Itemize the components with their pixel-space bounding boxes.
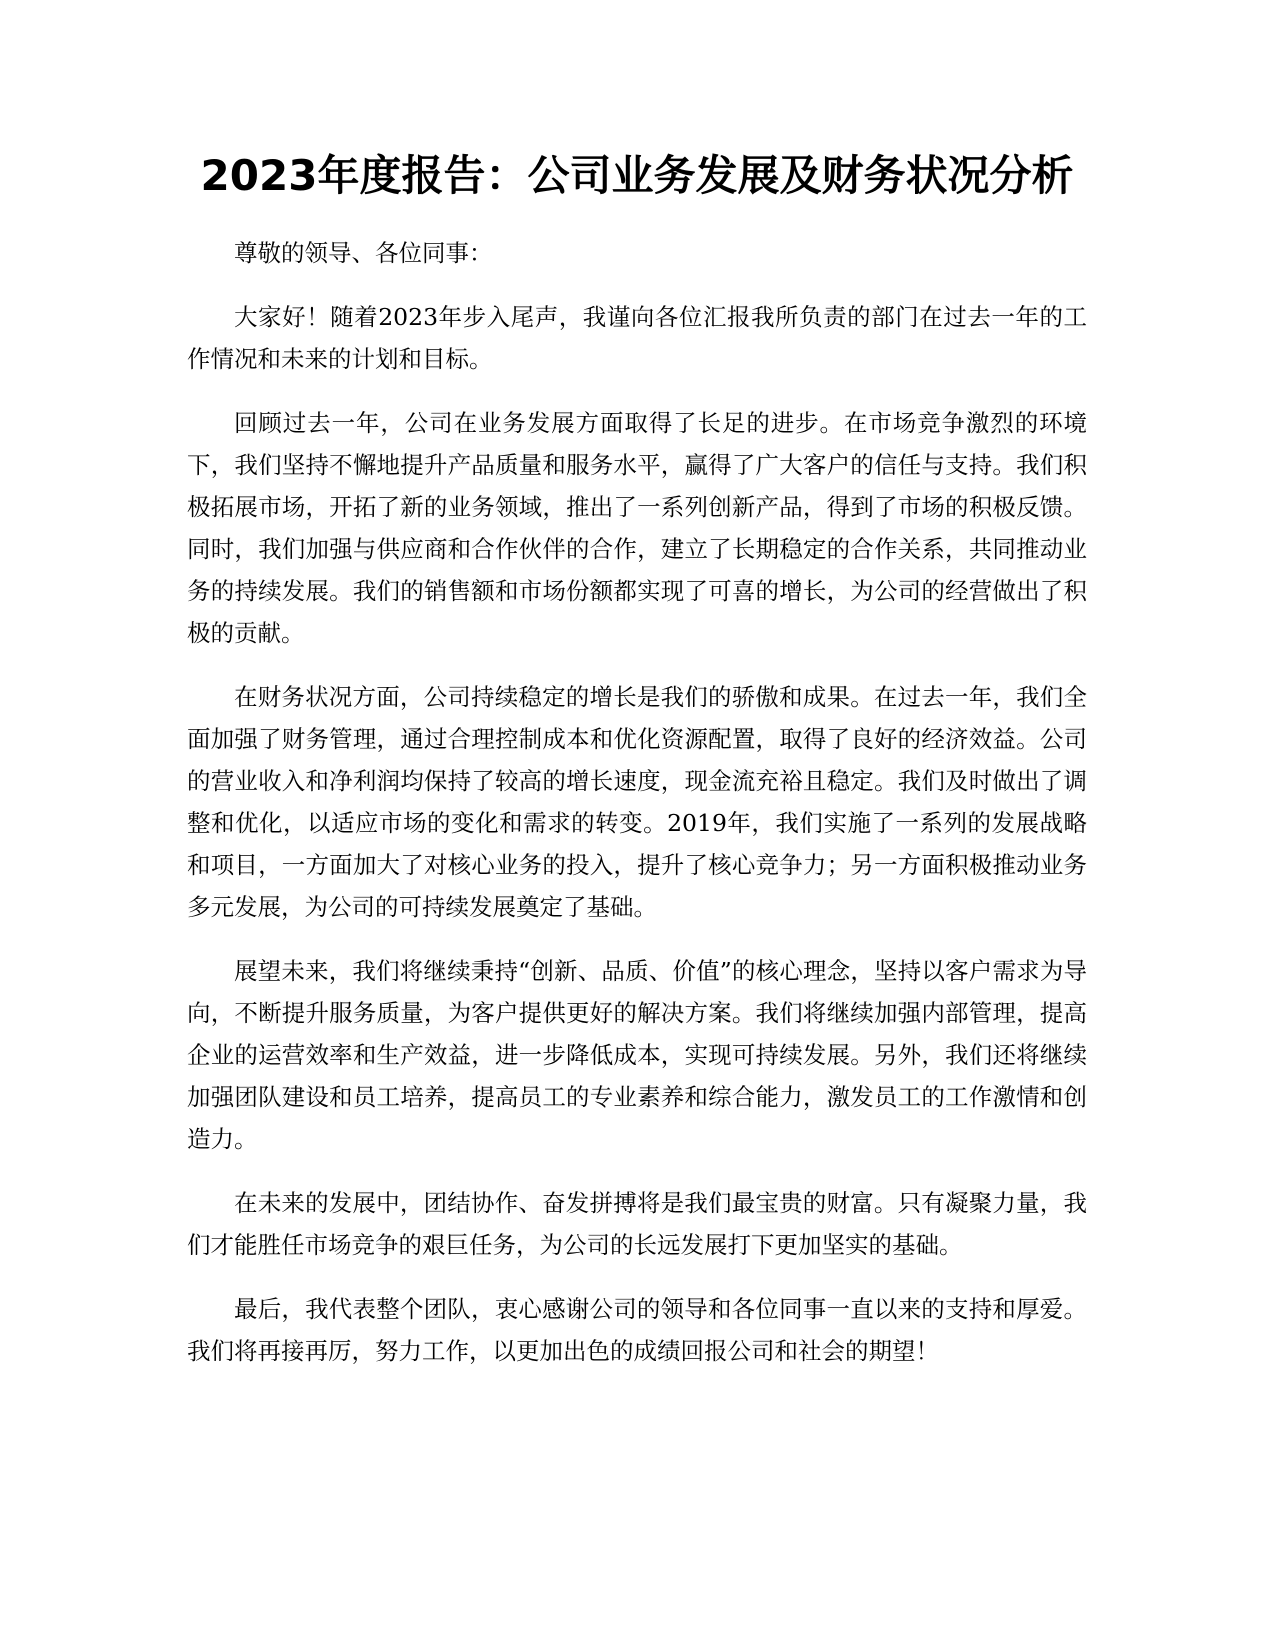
- document-title: 2023年度报告：公司业务发展及财务状况分析: [200, 151, 1074, 200]
- document-body: [187, 140, 1087, 1394]
- teamwork-paragraph: 在未来的发展中，团结协作、奋发拼搏将是我们最宝贵的财富。只有凝聚力量，我们才能胜任市场竞争的艰巨任务，为公司的长远发展打下更加坚实的基础。: [187, 1189, 1087, 1259]
- business-review-paragraph: 回顾过去一年，公司在业务发展方面取得了长足的进步。在市场竞争激烈的环境下，我们坚持不懈地提升产品质量和服务水平，赢得了广大客户的信任与支持。我们积极拓展市场，开拓了新的业务领域，推出了一系列创新产品，得到了市场的积极反馈。同时，我们加强与供应商和合作伙伴的合作，建立了长期稳定的合作关系，共同推动业务的持续发展。我们的销售额和市场份额都实现了可喜的增长，为公司的经营做出了积极的贡献。: [187, 409, 1087, 647]
- financial-status-paragraph: 在财务状况方面，公司持续稳定的增长是我们的骄傲和成果。在过去一年，我们全面加强了财务管理，通过合理控制成本和优化资源配置，取得了良好的经济效益。公司的营业收入和净利润均保持了较高的增长速度，现金流充裕且稳定。我们及时做出了调整和优化，以适应市场的变化和需求的转变。2019年，我们实施了一系列的发展战略和项目，一方面加大了对核心业务的投入，提升了核心竞争力；另一方面积极推动业务多元发展，为公司的可持续发展奠定了基础。: [187, 683, 1087, 921]
- intro-paragraph: 大家好！随着2023年步入尾声，我谨向各位汇报我所负责的部门在过去一年的工作情况和未来的计划和目标。: [187, 303, 1087, 373]
- salutation-paragraph: 尊敬的领导、各位同事：: [234, 239, 493, 267]
- outlook-paragraph: 展望未来，我们将继续秉持“创新、品质、价值”的核心理念，坚持以客户需求为导向，不断提升服务质量，为客户提供更好的解决方案。我们将继续加强内部管理，提高企业的运营效率和生产效益，进一步降低成本，实现可持续发展。另外，我们还将继续加强团队建设和员工培养，提高员工的专业素养和综合能力，激发员工的工作激情和创造力。: [187, 957, 1087, 1153]
- closing-paragraph: 最后，我代表整个团队，衷心感谢公司的领导和各位同事一直以来的支持和厚爱。我们将再接再厉，努力工作，以更加出色的成绩回报公司和社会的期望！: [187, 1295, 1087, 1365]
